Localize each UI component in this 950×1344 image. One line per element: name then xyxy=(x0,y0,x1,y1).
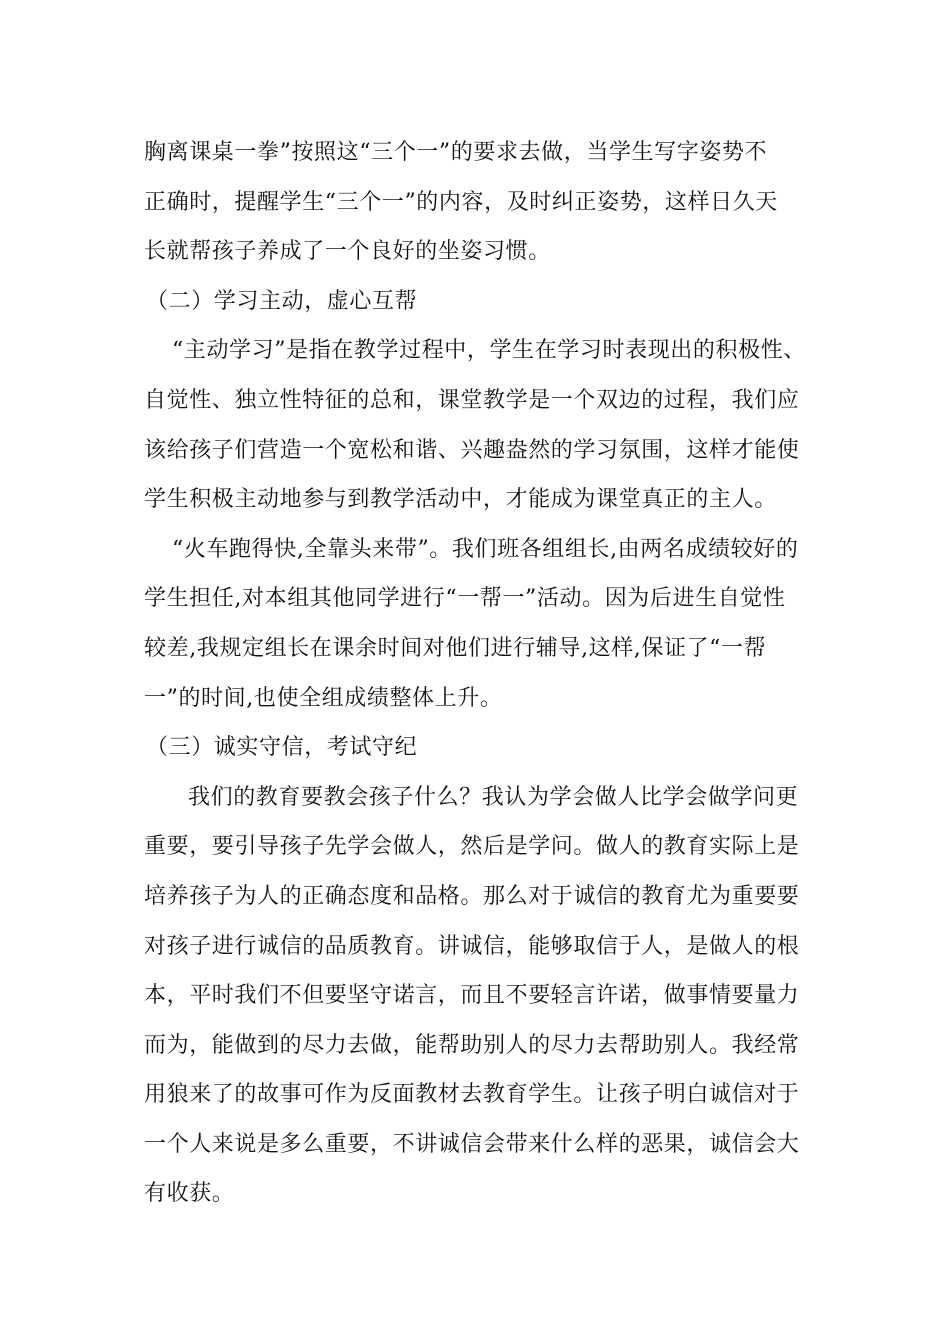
paragraph-line: 学生积极主动地参与到教学活动中，才能成为课堂真正的主人。 xyxy=(144,487,777,513)
paragraph-line: 学生担任,对本组其他同学进行“一帮一”活动。因为后进生自觉性 xyxy=(144,586,786,612)
section-heading: （三）诚实守信，考试守纪 xyxy=(146,735,418,761)
paragraph-line: 对孩子进行诚信的品质教育。讲诚信，能够取信于人，是做人的根 xyxy=(144,933,800,959)
section-heading: （二）学习主动，虚心互帮 xyxy=(146,288,418,314)
paragraph-line: 长就帮孩子养成了一个良好的坐姿习惯。 xyxy=(144,239,551,265)
paragraph-line: 自觉性、独立性特征的总和，课堂教学是一个双边的过程，我们应 xyxy=(144,387,800,413)
paragraph-line: 较差,我规定组长在课余时间对他们进行辅导,这样,保证了“一帮 xyxy=(144,635,767,661)
paragraph-line: 用狼来了的故事可作为反面教材去教育学生。让孩子明白诚信对于 xyxy=(144,1082,800,1108)
paragraph-line: 本，平时我们不但要坚守诺言，而且不要轻言许诺，做事情要量力 xyxy=(144,983,800,1009)
document-body xyxy=(144,128,824,1219)
paragraph-line: 一”的时间,也使全组成绩整体上升。 xyxy=(144,685,503,711)
paragraph-line: “火车跑得快,全靠头来带”。我们班各组组长,由两名成绩较好的 xyxy=(172,536,799,562)
paragraph-line: 正确时，提醒学生“三个一”的内容，及时纠正姿势，这样日久天 xyxy=(144,189,778,215)
paragraph-line: 而为，能做到的尽力去做，能帮助别人的尽力去帮助别人。我经常 xyxy=(144,1032,800,1058)
paragraph-line: 有收获。 xyxy=(144,1181,235,1207)
paragraph-line: 我们的教育要教会孩子什么？我认为学会做人比学会做学问更 xyxy=(188,784,799,810)
paragraph-line: “主动学习”是指在教学过程中，学生在学习时表现出的积极性、 xyxy=(172,338,806,364)
paragraph-line: 该给孩子们营造一个宽松和谐、兴趣盎然的学习氛围，这样才能使 xyxy=(144,437,800,463)
paragraph-line: 培养孩子为人的正确态度和品格。那么对于诚信的教育尤为重要要 xyxy=(144,883,800,909)
paragraph-line: 胸离课桌一拳”按照这“三个一”的要求去做，当学生写字姿势不 xyxy=(144,140,768,165)
paragraph-line: 一个人来说是多么重要，不讲诚信会带来什么样的恶果，诚信会大 xyxy=(144,1131,800,1157)
paragraph-line: 重要，要引导孩子先学会做人，然后是学问。做人的教育实际上是 xyxy=(144,834,800,860)
